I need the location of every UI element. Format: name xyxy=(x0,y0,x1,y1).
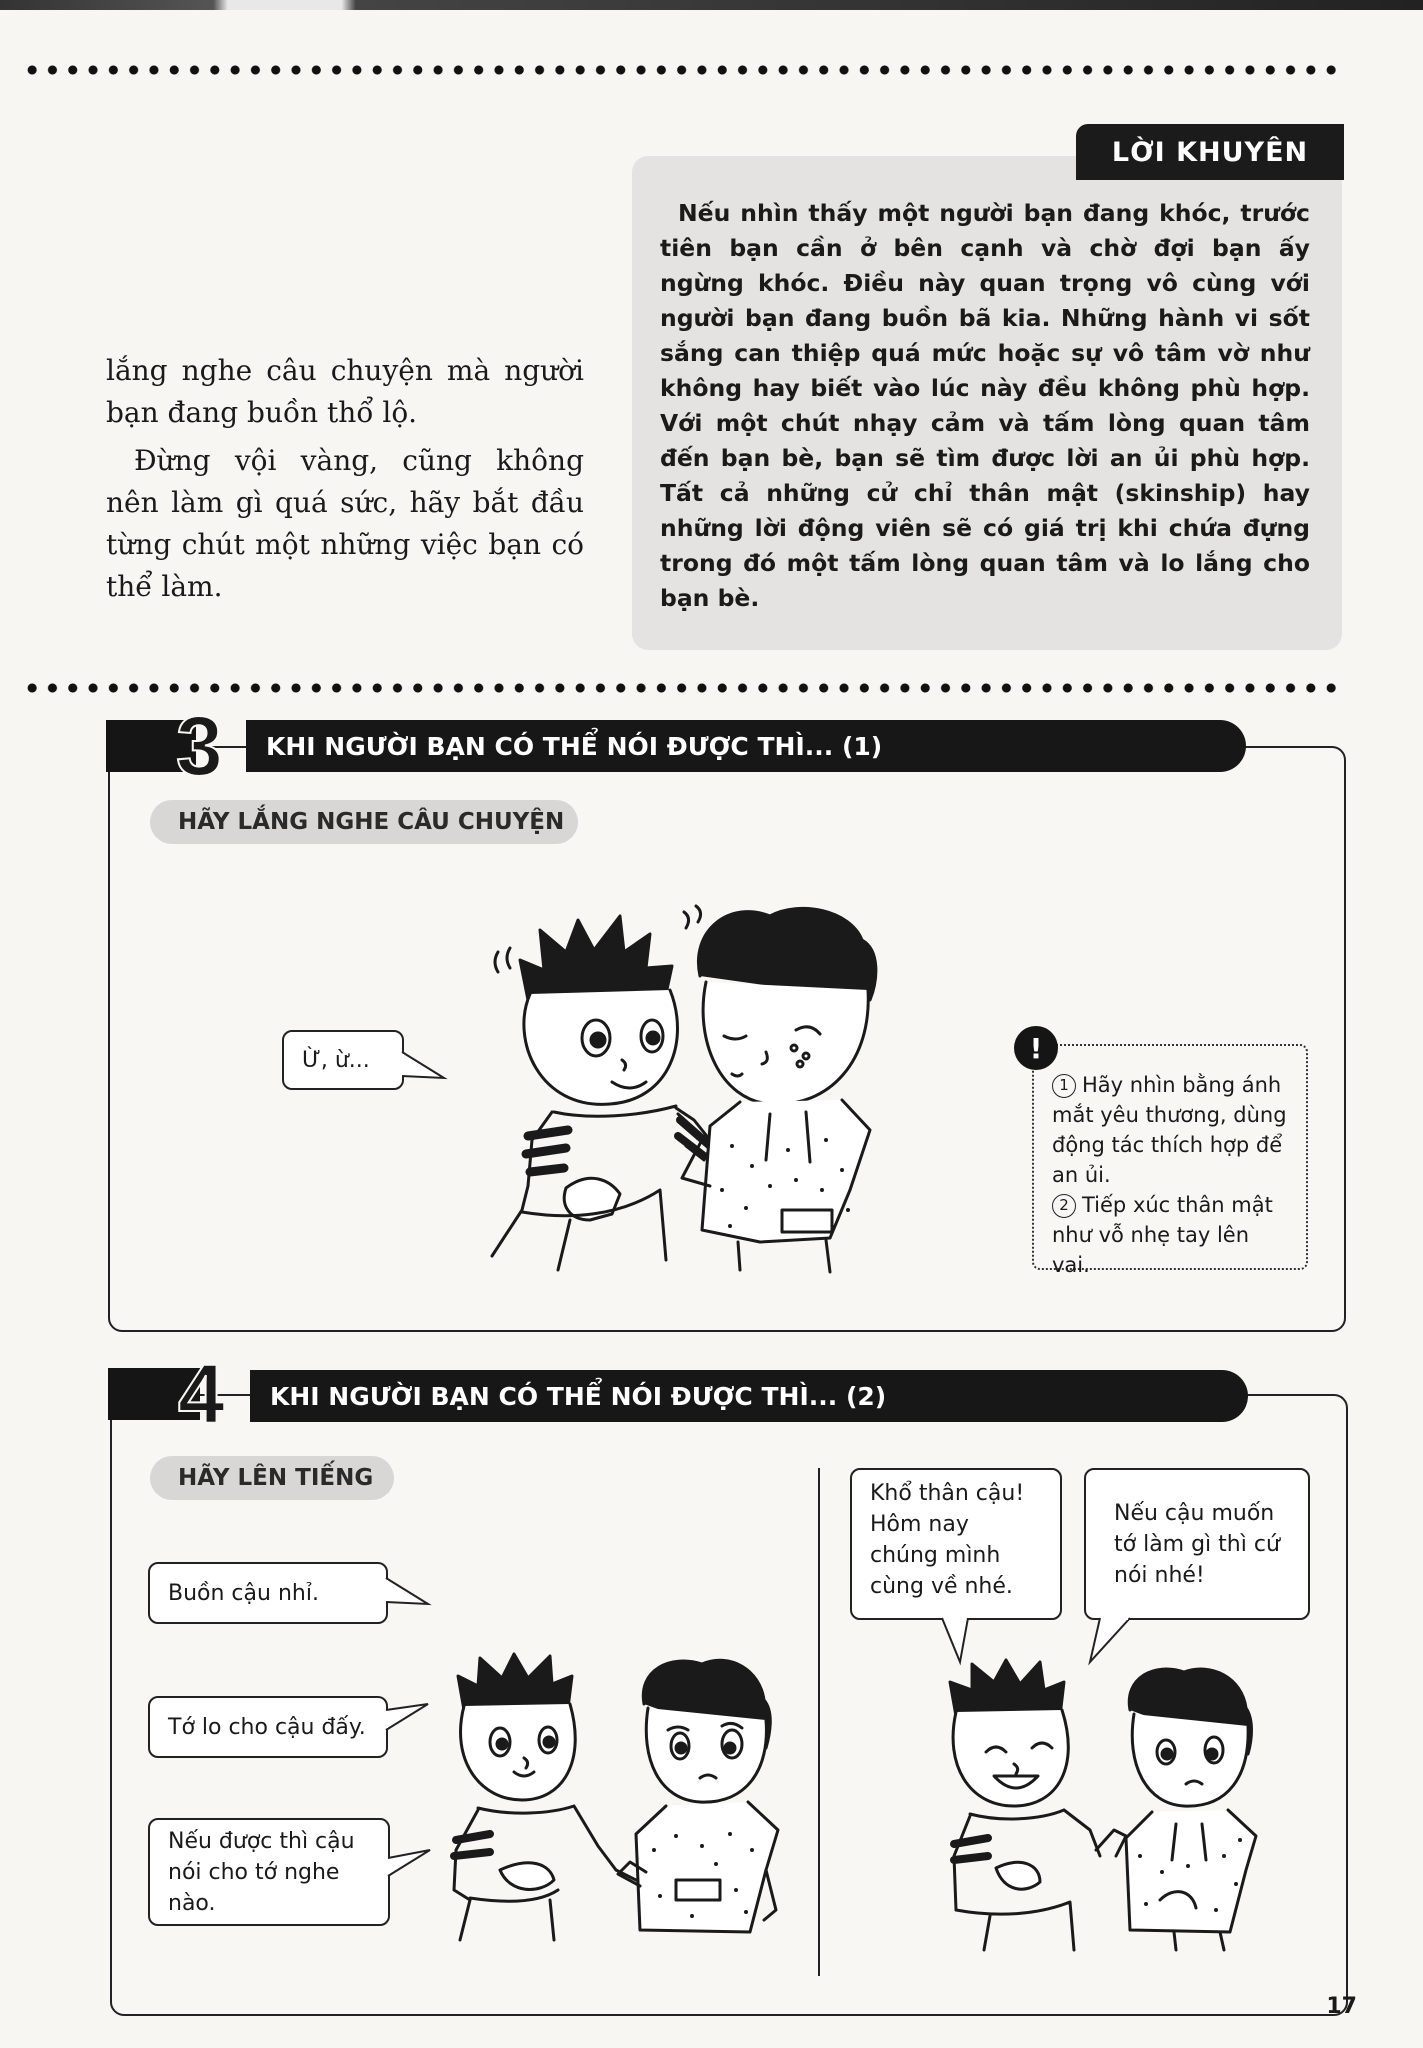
speech-bubble-uu xyxy=(282,1030,404,1090)
exclamation-icon: ! xyxy=(1014,1026,1058,1070)
tip-2 xyxy=(1052,1190,1290,1280)
section-3-subtitle: HÃY LẮNG NGHE CÂU CHUYỆN xyxy=(150,800,578,844)
tip-2-number: 2 xyxy=(1052,1194,1076,1218)
section-4-title: KHI NGƯỜI BẠN CÓ THỂ NÓI ĐƯỢC THÌ... (2) xyxy=(250,1370,1248,1422)
speech-bubble-4 xyxy=(850,1468,1062,1620)
paragraph-1: lắng nghe câu chuyện mà người bạn đang buồn thổ lộ. xyxy=(106,354,584,429)
page-number: 17 xyxy=(1326,1994,1357,2019)
speech-bubble-5 xyxy=(1084,1468,1310,1620)
tip-2-text: Tiếp xúc thân mật như vỗ nhẹ tay lên vai. xyxy=(1052,1193,1273,1277)
advice-tag: LỜI KHUYÊN xyxy=(1076,124,1344,180)
bubble-5-text: Nếu cậu muốn tớ làm gì thì cứ nói nhé! xyxy=(1114,1500,1280,1588)
boys-walking-home-illustration xyxy=(940,1660,1290,1950)
tip-1 xyxy=(1052,1070,1290,1190)
bubble-4-text: Khổ thân cậu! Hôm nay chúng mình cùng về nhé. xyxy=(870,1481,1025,1599)
bubble-1-text: Buồn cậu nhỉ. xyxy=(168,1580,319,1606)
bubble-tail xyxy=(402,1050,448,1084)
advice-text: Nếu nhìn thấy một người bạn đang khóc, trước tiên bạn cần ở bên cạnh và chờ đợi bạn ấy ngừng khóc. Điều này quan trọng vô cùng với người bạn đang buồn bã kia. Những hành vi sốt sắng can thiệp quá mức hoặc sự vô tâm vờ như không hay biết vào lúc này đều không phù hợp. Với một chút nhạy cảm và tấm lòng quan tâm đến bạn bè, bạn sẽ tìm được lời an ủi phù hợp. Tất cả những cử chỉ thân mật (skinship) hay những lời động viên sẽ có giá trị khi chứa đựng trong đó một tấm lòng quan tâm và lo lắng cho bạn bè. xyxy=(660,199,1310,612)
bubble-2-tail xyxy=(386,1702,432,1736)
speech-bubble-3 xyxy=(148,1818,390,1926)
bubble-2-text: Tớ lo cho cậu đấy. xyxy=(168,1714,366,1740)
bubble-4-tail xyxy=(940,1618,980,1666)
boy-asking-friend-illustration xyxy=(430,1650,800,1940)
section-3-title: KHI NGƯỜI BẠN CÓ THỂ NÓI ĐƯỢC THÌ... (1) xyxy=(246,720,1246,772)
top-edge-bar xyxy=(0,0,1423,10)
section-4-number: 4 xyxy=(178,1347,225,1441)
tip-1-number: 1 xyxy=(1052,1074,1076,1098)
section-3-number: 3 xyxy=(176,699,223,793)
panel-divider xyxy=(818,1468,820,1976)
section-4-subtitle: HÃY LÊN TIẾNG xyxy=(150,1456,394,1500)
two-boys-comforting-illustration xyxy=(470,890,950,1280)
bubble-3-tail xyxy=(388,1848,434,1882)
bubble-1-tail xyxy=(386,1576,432,1610)
bubble-5-tail xyxy=(1090,1618,1140,1666)
tip-box xyxy=(1032,1044,1308,1277)
dotted-divider-middle xyxy=(22,682,1342,694)
paragraph-2: Đừng vội vàng, cũng không nên làm gì quá sức, hãy bắt đầu từng chút một những việc bạn có thể làm. xyxy=(106,444,584,603)
tip-1-text: Hãy nhìn bằng ánh mắt yêu thương, dùng động tác thích hợp để an ủi. xyxy=(1052,1073,1287,1187)
speech-bubble-1 xyxy=(148,1562,388,1624)
speech-bubble-2 xyxy=(148,1696,388,1758)
bubble-3-text: Nếu được thì cậu nói cho tớ nghe nào. xyxy=(168,1828,355,1916)
body-paragraph xyxy=(106,350,584,614)
bubble-text: Ừ, ừ... xyxy=(302,1047,370,1073)
dotted-divider-top xyxy=(22,64,1342,76)
